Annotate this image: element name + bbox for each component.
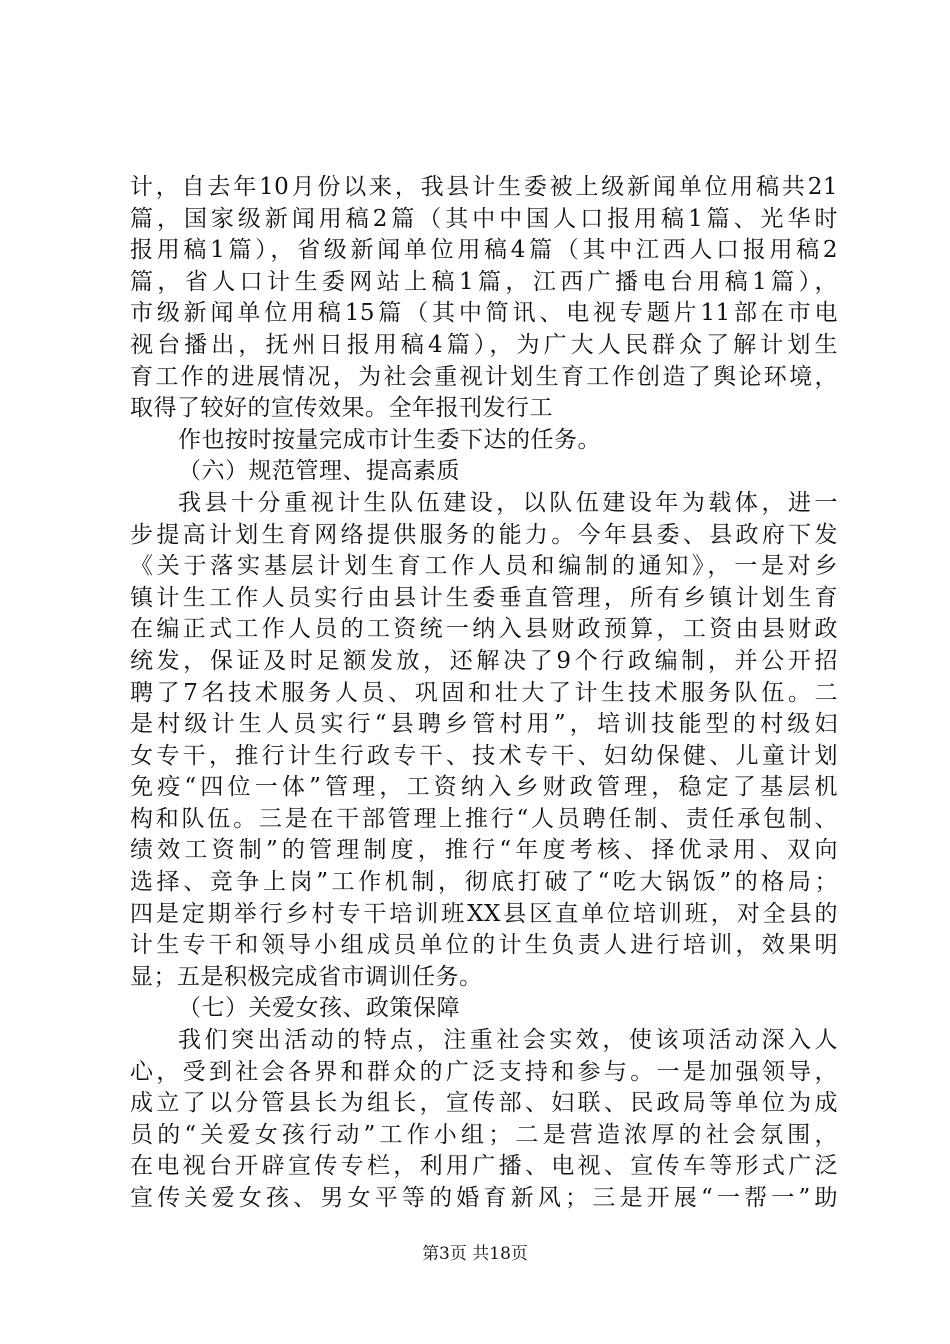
paragraph-line: 育工作的进展情况，为社会重视计划生育工作创造了舆论环境， — [130, 363, 838, 390]
paragraph-line: 《关于落实基层计划生育工作人员和编制的通知》，一是对乡 — [130, 553, 838, 580]
paragraph-line: 视台播出，抚州日报用稿4篇），为广大人民群众了解计划生 — [130, 331, 838, 358]
paragraph-line: 绩效工资制”的管理制度，推行“年度考核、择优录用、双向 — [130, 837, 838, 864]
paragraph-line: 统发，保证及时足额发放，还解决了9个行政编制，并公开招 — [130, 647, 838, 674]
paragraph-line: 聘了7名技术服务人员、巩固和壮大了计生技术服务队伍。二 — [130, 679, 838, 706]
paragraph-line: 市级新闻单位用稿15篇（其中简讯、电视专题片11部在市电 — [130, 300, 838, 327]
paragraph-line: 作也按时按量完成市计生委下达的任务。 — [178, 426, 601, 453]
section-heading: （七）关爱女孩、政策保障 — [178, 995, 460, 1022]
section-heading: （六）规范管理、提高素质 — [178, 458, 460, 485]
paragraph-line: 报用稿1篇），省级新闻单位用稿4篇（其中江西人口报用稿2 — [130, 237, 838, 264]
paragraph-line: 是村级计生人员实行“县聘乡管村用”，培训技能型的村级妇 — [130, 711, 838, 738]
paragraph-line: 我们突出活动的特点，注重社会实效，使该项活动深入人 — [178, 1027, 838, 1054]
page-footer: 第3页 共18页 — [422, 1244, 528, 1264]
paragraph-line: 员的“关爱女孩行动”工作小组；二是营造浓厚的社会氛围， — [130, 1121, 838, 1148]
paragraph-line: 步提高计划生育网络提供服务的能力。今年县委、县政府下发 — [130, 521, 838, 548]
document-body — [130, 172, 838, 1215]
paragraph-line: 构和队伍。三是在干部管理上推行“人员聘任制、责任承包制、 — [130, 805, 838, 832]
paragraph-line: 篇，国家级新闻用稿2篇（其中中国人口报用稿1篇、光华时 — [130, 205, 838, 232]
paragraph-line: 免疫“四位一体”管理，工资纳入乡财政管理，稳定了基层机 — [130, 774, 838, 801]
paragraph-line: 心，受到社会各界和群众的广泛支持和参与。一是加强领导， — [130, 1058, 838, 1085]
paragraph-line: 四是定期举行乡村专干培训班XX县区直单位培训班，对全县的 — [130, 900, 838, 927]
paragraph-line: 计，自去年10月份以来，我县计生委被上级新闻单位用稿共21 — [130, 174, 838, 200]
paragraph-line: 镇计生工作人员实行由县计生委垂直管理，所有乡镇计划生育 — [130, 584, 838, 611]
paragraph-line: 计生专干和领导小组成员单位的计生负责人进行培训，效果明 — [130, 932, 838, 959]
paragraph-line: 在电视台开辟宣传专栏，利用广播、电视、宣传车等形式广泛 — [130, 1153, 838, 1180]
paragraph-line: 篇，省人口计生委网站上稿1篇，江西广播电台用稿1篇）， — [130, 268, 838, 295]
paragraph-line: 在编正式工作人员的工资统一纳入县财政预算，工资由县财政 — [130, 616, 838, 643]
paragraph-line: 成立了以分管县长为组长，宣传部、妇联、民政局等单位为成 — [130, 1090, 838, 1117]
paragraph-line: 选择、竞争上岗”工作机制，彻底打破了“吃大锅饭”的格局； — [130, 869, 838, 896]
paragraph-line: 我县十分重视计生队伍建设，以队伍建设年为载体，进一 — [178, 489, 838, 516]
paragraph-line: 宣传关爱女孩、男女平等的婚育新风；三是开展“一帮一”助 — [130, 1185, 838, 1211]
paragraph-line: 女专干，推行计生行政专干、技术专干、妇幼保健、儿童计划 — [130, 742, 838, 769]
paragraph-line: 取得了较好的宣传效果。全年报刊发行工 — [130, 395, 553, 422]
paragraph-line: 显；五是积极完成省市调训任务。 — [130, 963, 483, 990]
